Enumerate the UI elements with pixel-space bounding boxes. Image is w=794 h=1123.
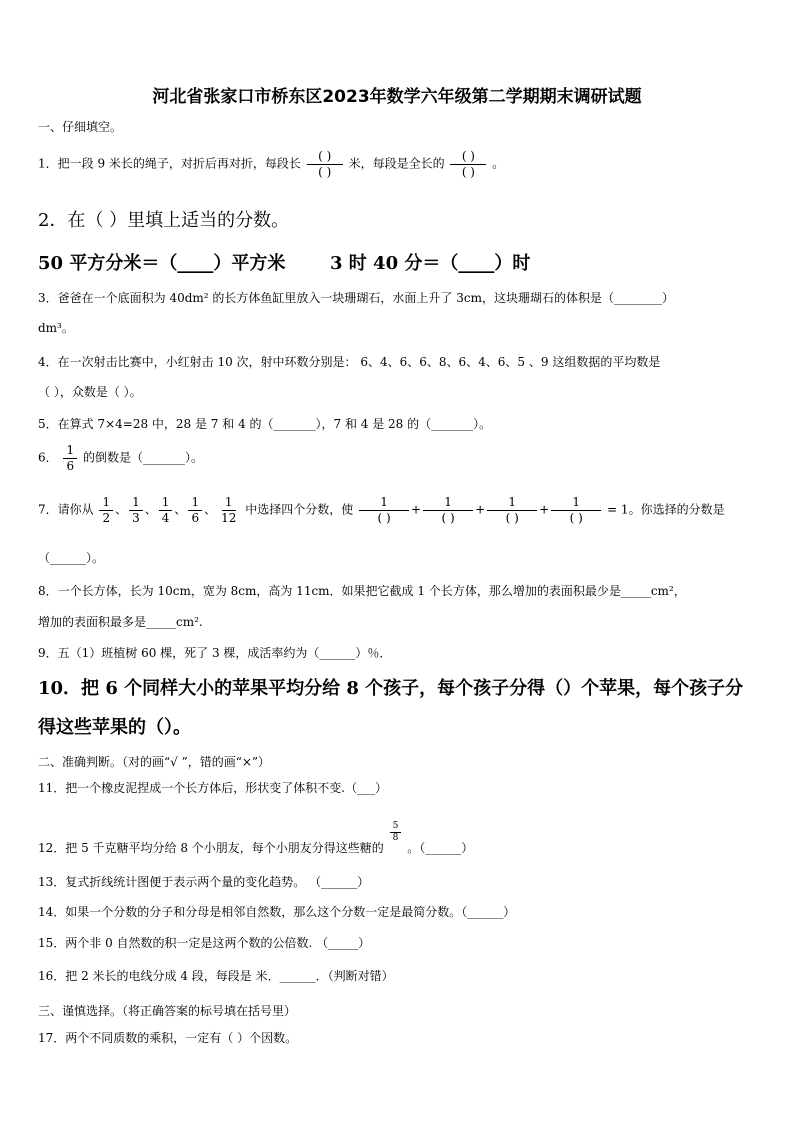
plus-sign: + <box>475 502 486 517</box>
question-1-blank-fraction-1[interactable] <box>307 150 343 178</box>
question-6-text: 的倒数是（_______）。 <box>82 450 203 465</box>
option-fraction-4 <box>188 496 202 524</box>
fraction-numerator: 1 <box>188 496 202 511</box>
fraction-numerator: 1 <box>551 496 601 511</box>
equals-one: = 1 <box>607 502 629 517</box>
fraction-numerator: 1 <box>63 444 77 459</box>
fraction-denominator: 3 <box>132 510 140 525</box>
answer-fraction-1[interactable] <box>359 496 409 524</box>
question-12 <box>38 821 474 855</box>
question-7-line-2: （______）。 <box>38 551 105 565</box>
option-fraction-1 <box>99 496 113 524</box>
question-5: 5．在算式 7×4=28 中，28 是 7 和 4 的（_______），7 和 4 是 28 的（_______）。 <box>38 417 492 431</box>
fraction-numerator: 1 <box>359 496 409 511</box>
question-11: 11．把一个橡皮泥捏成一个长方体后，形状变了体积不变.（___） <box>38 781 388 795</box>
question-13: 13．复式折线统计图便于表示两个量的变化趋势。 （______） <box>38 875 370 889</box>
question-7-text-c: 。你选择的分数是 <box>628 502 725 517</box>
question-9: 9．五（1）班植树 60 棵，死了 3 棵，成活率约为（______）％． <box>38 646 392 660</box>
fraction-denominator-blank: ( ) <box>461 164 475 179</box>
question-1-blank-fraction-2[interactable] <box>450 150 486 178</box>
question-1-text-c: 。 <box>492 156 505 171</box>
question-12-fraction <box>390 822 402 844</box>
question-7-text-a: 7．请你从 <box>38 502 94 517</box>
option-fraction-5 <box>218 496 239 524</box>
separator: 、 <box>144 502 157 517</box>
fraction-denominator: 4 <box>161 510 170 525</box>
question-6-fraction <box>63 444 77 472</box>
question-3-line-2: dm³。 <box>38 321 74 335</box>
fraction-numerator: 5 <box>390 822 402 833</box>
fraction-denominator-blank: ( ) <box>441 510 455 525</box>
question-12-text-a: 12．把 5 千克糖平均分给 8 个小朋友，每个小朋友分得这些糖的 <box>38 840 384 855</box>
fraction-denominator-blank: ( ) <box>318 164 332 179</box>
fraction-numerator: 1 <box>129 496 143 511</box>
separator: 、 <box>115 502 128 517</box>
section-heading-multiple-choice: 三、谨慎选择。（将正确答案的标号填在括号里） <box>38 1004 297 1018</box>
option-fraction-2 <box>129 496 143 524</box>
fraction-numerator: 1 <box>487 496 537 511</box>
question-14: 14．如果一个分数的分子和分母是相邻自然数，那么这个分数一定是最简分数。（______） <box>38 905 516 919</box>
question-8-line-1: 8．一个长方体，长为 10cm，宽为 8cm，高为 11cm．如果把它截成 1 个长方体，那么增加的表面积最少是_____cm²， <box>38 584 686 598</box>
fraction-denominator: 2 <box>102 510 111 525</box>
question-15: 15．两个非 0 自然数的积一定是这两个数的公倍数. （_____） <box>38 936 371 950</box>
question-7-text-b: 中选择四个分数，使 <box>245 502 354 517</box>
question-7 <box>38 496 725 524</box>
fraction-numerator: 1 <box>159 496 173 511</box>
fraction-denominator-blank: ( ) <box>505 510 519 525</box>
answer-fraction-3[interactable] <box>487 496 537 524</box>
fraction-denominator: 12 <box>221 510 237 525</box>
question-1 <box>38 150 504 178</box>
question-12-text-b: 。（______） <box>407 840 474 855</box>
separator: 、 <box>174 502 187 517</box>
plus-sign: + <box>411 502 422 517</box>
question-2-sub-1: 50 平方分米＝（____）平方米 <box>38 253 286 274</box>
question-16: 16．把 2 米长的电线分成 4 段，每段是 米．______．（判断对错） <box>38 969 394 983</box>
question-10-line-2: 得这些苹果的（）。 <box>38 717 191 738</box>
fraction-numerator-blank: ( ) <box>307 150 343 165</box>
fraction-numerator: 1 <box>99 496 113 511</box>
fraction-denominator: 6 <box>66 458 75 473</box>
fraction-denominator-blank: ( ) <box>569 510 583 525</box>
fraction-denominator: 8 <box>392 833 399 844</box>
section-heading-true-false: 二、准确判断。（对的画“√ ”，错的画“×”） <box>38 755 271 769</box>
question-2-sub-2: 3 时 40 分＝（____）时 <box>330 253 531 274</box>
question-6-label: 6． <box>38 450 58 465</box>
question-4-line-2: （ ），众数是（ ）。 <box>38 385 142 399</box>
option-fraction-3 <box>159 496 173 524</box>
question-1-text-b: 米，每段是全长的 <box>348 156 445 171</box>
question-10-line-1: 10．把 6 个同样大小的苹果平均分给 8 个孩子，每个孩子分得（）个苹果，每个孩子分 <box>38 678 744 699</box>
fraction-numerator: 1 <box>222 496 236 511</box>
answer-fraction-4[interactable] <box>551 496 601 524</box>
fraction-numerator-blank: ( ) <box>450 150 486 165</box>
question-3-line-1: 3．爸爸在一个底面积为 40dm² 的长方体鱼缸里放入一块珊瑚石，水面上升了 3cm，这块珊瑚石的体积是（________） <box>38 291 674 305</box>
question-1-text-a: 1．把一段 9 米长的绳子，对折后再对折，每段长 <box>38 156 301 171</box>
question-4-line-1: 4．在一次射击比赛中，小红射击 10 次，射中环数分别是： 6、4、6、6、8、6、4、6、5 、9 这组数据的平均数是 <box>38 355 661 369</box>
plus-sign: + <box>539 502 550 517</box>
separator: 、 <box>204 502 217 517</box>
question-8-line-2: 增加的表面积最多是_____cm². <box>38 615 203 629</box>
question-17: 17．两个不同质数的乘积，一定有（ ）个因数。 <box>38 1031 298 1045</box>
fraction-numerator: 1 <box>423 496 473 511</box>
question-2: 2．在（ ）里填上适当的分数。 <box>38 210 290 231</box>
page-title: 河北省张家口市桥东区2023年数学六年级第二学期期末调研试题 <box>152 87 642 107</box>
section-heading-fill-blank: 一、仔细填空。 <box>38 120 123 134</box>
fraction-denominator: 6 <box>191 510 200 525</box>
answer-fraction-2[interactable] <box>423 496 473 524</box>
question-6 <box>38 444 203 472</box>
fraction-denominator-blank: ( ) <box>377 510 391 525</box>
